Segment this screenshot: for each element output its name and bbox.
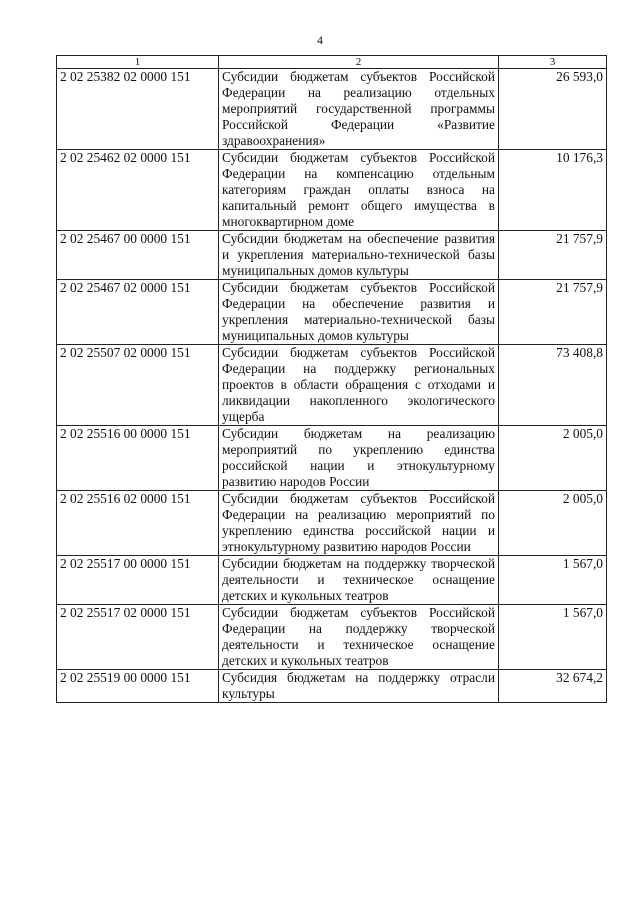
table-row xyxy=(57,426,607,491)
table-row xyxy=(57,556,607,605)
budget-description: Субсидия бюджетам на поддержку отрасли культуры xyxy=(219,670,499,703)
budget-code: 2 02 25462 02 0000 151 xyxy=(57,150,219,231)
budget-description: Субсидии бюджетам на обеспечение развития и укрепления материально-технической базы муниципальных домов культуры xyxy=(219,231,499,280)
budget-code: 2 02 25517 00 0000 151 xyxy=(57,556,219,605)
table-row xyxy=(57,345,607,426)
budget-code: 2 02 25467 00 0000 151 xyxy=(57,231,219,280)
table-row xyxy=(57,69,607,150)
budget-code: 2 02 25519 00 0000 151 xyxy=(57,670,219,703)
budget-description: Субсидии бюджетам субъектов Российской Федерации на реализацию мероприятий по укреплению единства российской нации и этнокультурному развитию народов России xyxy=(219,491,499,556)
table-row xyxy=(57,280,607,345)
budget-description: Субсидии бюджетам субъектов Российской Федерации на компенсацию отдельным категориям граждан оплаты взноса на капитальный ремонт общего имущества в многоквартирном доме xyxy=(219,150,499,231)
column-header-amount: 3 xyxy=(499,56,607,69)
budget-code: 2 02 25382 02 0000 151 xyxy=(57,69,219,150)
budget-amount: 2 005,0 xyxy=(499,426,607,491)
budget-code: 2 02 25507 02 0000 151 xyxy=(57,345,219,426)
budget-amount: 21 757,9 xyxy=(499,280,607,345)
table-row xyxy=(57,670,607,703)
table-row xyxy=(57,491,607,556)
budget-amount: 2 005,0 xyxy=(499,491,607,556)
budget-amount: 26 593,0 xyxy=(499,69,607,150)
table-row xyxy=(57,605,607,670)
budget-code: 2 02 25467 02 0000 151 xyxy=(57,280,219,345)
page-number: 4 xyxy=(317,33,323,47)
budget-amount: 1 567,0 xyxy=(499,605,607,670)
budget-description: Субсидии бюджетам субъектов Российской Федерации на обеспечение развития и укрепления материально-технической базы муниципальных домов культуры xyxy=(219,280,499,345)
budget-amount: 10 176,3 xyxy=(499,150,607,231)
budget-amount: 73 408,8 xyxy=(499,345,607,426)
table-row xyxy=(57,150,607,231)
budget-description: Субсидии бюджетам субъектов Российской Федерации на поддержку творческой деятельности и техническое оснащение детских и кукольных театров xyxy=(219,605,499,670)
column-header-code: 1 xyxy=(57,56,219,69)
budget-description: Субсидии бюджетам на реализацию мероприятий по укреплению единства российской нации и этнокультурному развитию народов России xyxy=(219,426,499,491)
budget-amount: 32 674,2 xyxy=(499,670,607,703)
budget-table xyxy=(56,55,607,703)
budget-description: Субсидии бюджетам субъектов Российской Федерации на реализацию отдельных мероприятий государственной программы Российской Федерации «Развитие здравоохранения» xyxy=(219,69,499,150)
column-header-description: 2 xyxy=(219,56,499,69)
table-row xyxy=(57,231,607,280)
budget-amount: 21 757,9 xyxy=(499,231,607,280)
budget-description: Субсидии бюджетам субъектов Российской Федерации на поддержку региональных проектов в области обращения с отходами и ликвидации накопленного экологического ущерба xyxy=(219,345,499,426)
budget-description: Субсидии бюджетам на поддержку творческой деятельности и техническое оснащение детских и кукольных театров xyxy=(219,556,499,605)
budget-code: 2 02 25516 02 0000 151 xyxy=(57,491,219,556)
budget-code: 2 02 25516 00 0000 151 xyxy=(57,426,219,491)
budget-amount: 1 567,0 xyxy=(499,556,607,605)
budget-code: 2 02 25517 02 0000 151 xyxy=(57,605,219,670)
header-row xyxy=(57,56,607,69)
